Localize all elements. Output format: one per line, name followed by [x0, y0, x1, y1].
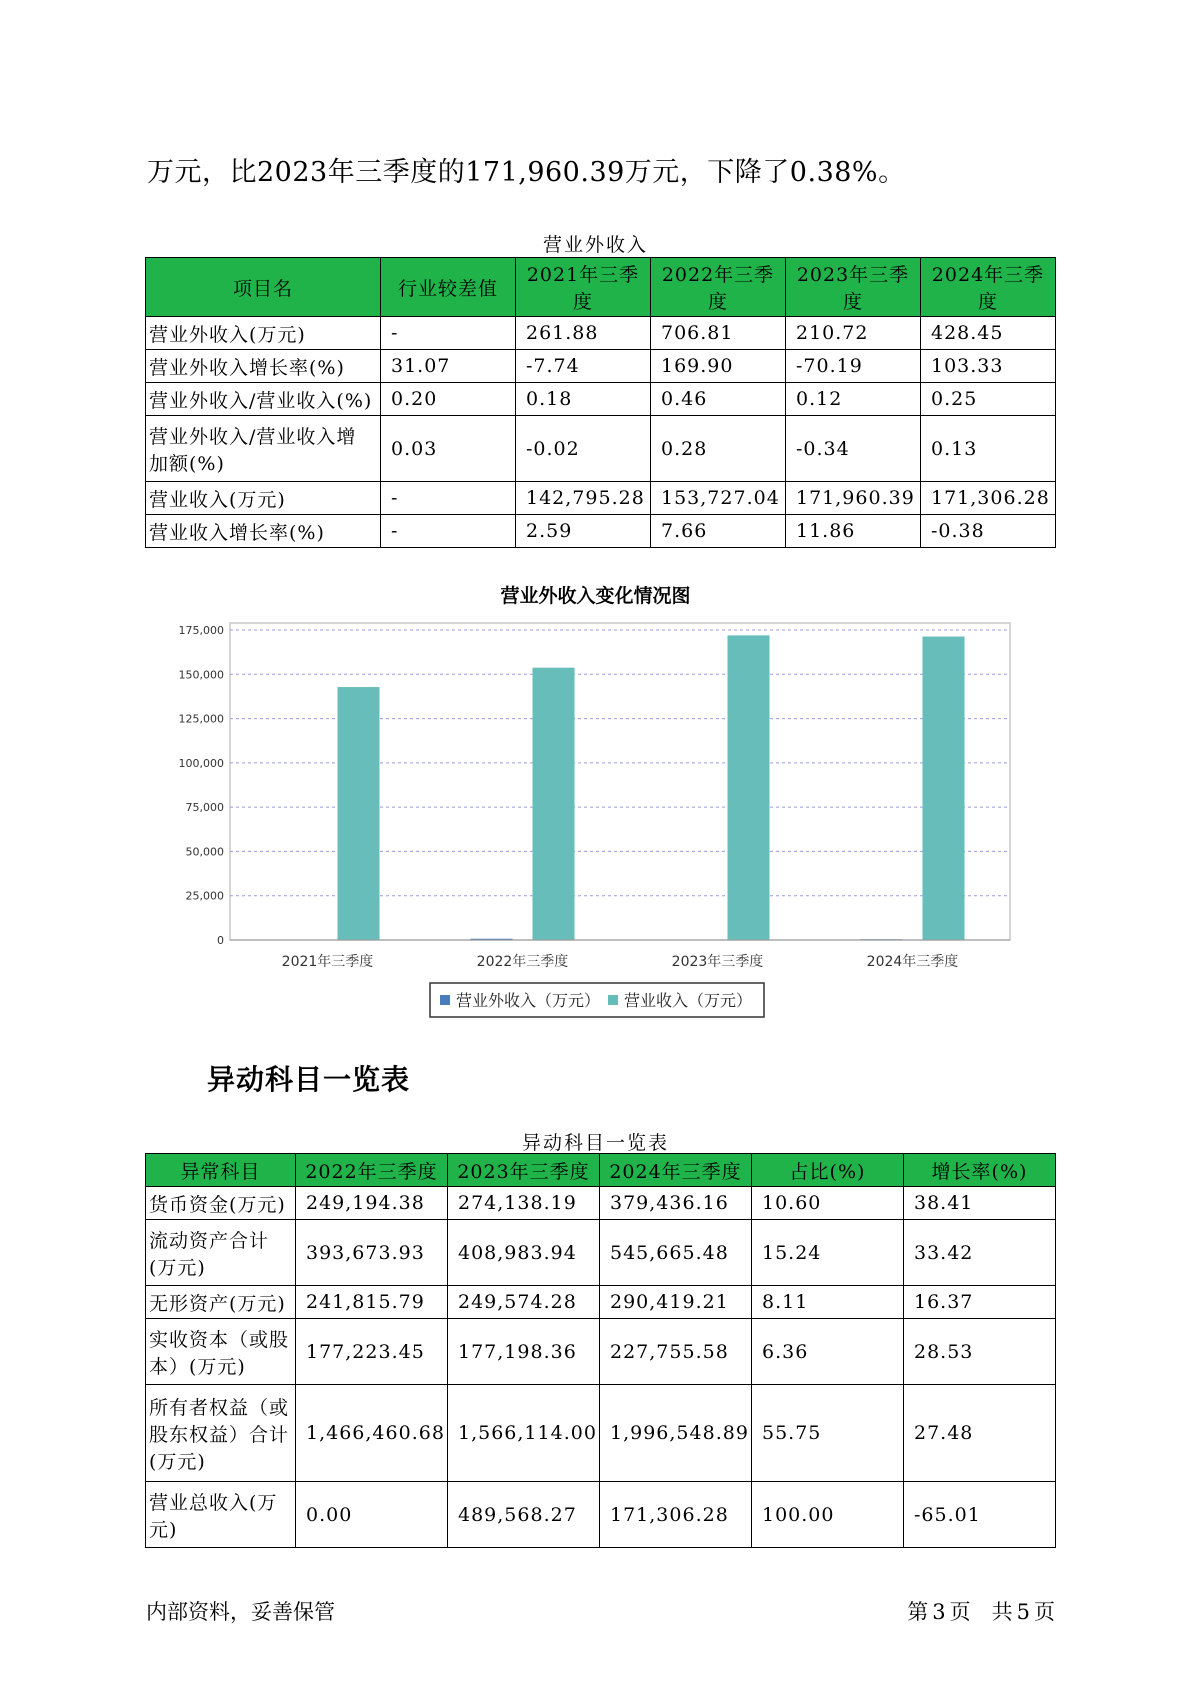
table-cell: 545,665.48 — [600, 1220, 752, 1286]
row-label: 营业外收入(万元) — [146, 317, 381, 350]
table-cell: 0.28 — [651, 416, 786, 482]
table-cell: 27.48 — [904, 1385, 1056, 1482]
row-label: 营业收入增长率(%) — [146, 515, 381, 548]
header-cell: 行业较差值 — [381, 258, 516, 317]
table-cell: 153,727.04 — [651, 482, 786, 515]
table-row — [146, 1187, 1056, 1220]
x-tick-label: 2022年三季度 — [476, 954, 569, 970]
table-cell: 393,673.93 — [296, 1220, 448, 1286]
header-cell: 占比(%) — [752, 1154, 904, 1187]
table-cell: 177,223.45 — [296, 1319, 448, 1385]
row-label: 货币资金(万元) — [146, 1187, 296, 1220]
y-tick-label: 175,000 — [178, 624, 224, 637]
table-row — [146, 1482, 1056, 1548]
legend-swatch — [608, 995, 618, 1005]
table-cell: 100.00 — [752, 1482, 904, 1548]
y-tick-label: 0 — [217, 934, 224, 947]
table-cell: 11.86 — [786, 515, 921, 548]
page-indicator — [903, 1596, 1055, 1626]
table-row — [146, 416, 1056, 482]
table-cell: - — [381, 317, 516, 350]
y-tick-label: 50,000 — [185, 845, 224, 859]
x-tick-label: 2021年三季度 — [281, 954, 374, 970]
row-label: 营业总收入(万元) — [146, 1482, 296, 1548]
table-cell: 428.45 — [921, 317, 1056, 350]
table-cell: 10.60 — [752, 1187, 904, 1220]
page-mid: 页 共 — [949, 1600, 1013, 1624]
bar-operating-revenue — [728, 635, 770, 940]
header-cell: 2024年三季度 — [600, 1154, 752, 1187]
table-cell: 38.41 — [904, 1187, 1056, 1220]
table-cell: 1,466,460.68 — [296, 1385, 448, 1482]
row-label: 无形资产(万元) — [146, 1286, 296, 1319]
table1-caption: 营业外收入 — [542, 234, 648, 256]
legend-swatch — [440, 995, 450, 1005]
header-cell: 2023年三季度 — [786, 258, 921, 317]
table-cell: 0.00 — [296, 1482, 448, 1548]
header-cell: 增长率(%) — [904, 1154, 1056, 1187]
table-cell: 171,306.28 — [921, 482, 1056, 515]
table-cell: 274,138.19 — [448, 1187, 600, 1220]
table-cell: 261.88 — [516, 317, 651, 350]
table-cell: 0.25 — [921, 383, 1056, 416]
anomaly-accounts-table — [145, 1153, 1056, 1548]
table-cell: 142,795.28 — [516, 482, 651, 515]
table-cell: 0.20 — [381, 383, 516, 416]
table-cell: - — [381, 482, 516, 515]
table-cell: 0.13 — [921, 416, 1056, 482]
table-cell: 171,306.28 — [600, 1482, 752, 1548]
row-label: 营业外收入增长率(%) — [146, 350, 381, 383]
x-tick-label: 2023年三季度 — [671, 954, 764, 970]
table-cell: -70.19 — [786, 350, 921, 383]
row-label: 流动资产合计(万元) — [146, 1220, 296, 1286]
table-row — [146, 317, 1056, 350]
table-cell: -0.34 — [786, 416, 921, 482]
y-tick-label: 25,000 — [185, 889, 224, 903]
table-row — [146, 1319, 1056, 1385]
table-cell: 489,568.27 — [448, 1482, 600, 1548]
table-cell: 227,755.58 — [600, 1319, 752, 1385]
table-row — [146, 1286, 1056, 1319]
table-cell: - — [381, 515, 516, 548]
table-cell: 1,996,548.89 — [600, 1385, 752, 1482]
header-cell: 项目名 — [146, 258, 381, 317]
header-cell: 异常科目 — [146, 1154, 296, 1187]
table-row — [146, 1385, 1056, 1482]
non-operating-income-table — [145, 257, 1056, 548]
footer-note: 内部资料，妥善保管 — [146, 1600, 335, 1624]
row-label: 所有者权益（或股东权益）合计(万元) — [146, 1385, 296, 1482]
legend-label: 营业外收入（万元） — [456, 991, 601, 1010]
table-row — [146, 515, 1056, 548]
header-cell: 2024年三季度 — [921, 258, 1056, 317]
bar-operating-revenue — [533, 668, 575, 940]
y-tick-label: 75,000 — [185, 801, 224, 815]
table-header-row — [146, 258, 1056, 317]
table-cell: 290,419.21 — [600, 1286, 752, 1319]
y-tick-label: 125,000 — [178, 712, 224, 726]
table-cell: 8.11 — [752, 1286, 904, 1319]
table-cell: 6.36 — [752, 1319, 904, 1385]
table-cell: 33.42 — [904, 1220, 1056, 1286]
header-cell: 2023年三季度 — [448, 1154, 600, 1187]
intro-line: 万元，比2023年三季度的171,960.39万元，下降了0.38%。 — [147, 157, 906, 188]
table-cell: 28.53 — [904, 1319, 1056, 1385]
table-row — [146, 1220, 1056, 1286]
table-cell: 171,960.39 — [786, 482, 921, 515]
table-cell: 0.12 — [786, 383, 921, 416]
table-header-row — [146, 1154, 1056, 1187]
row-label: 营业收入(万元) — [146, 482, 381, 515]
table-cell: 16.37 — [904, 1286, 1056, 1319]
table-cell: 210.72 — [786, 317, 921, 350]
section-title: 异动科目一览表 — [207, 1063, 411, 1096]
table-cell: 249,574.28 — [448, 1286, 600, 1319]
page-suffix: 页 — [1034, 1600, 1055, 1624]
page-current: 3 — [932, 1600, 946, 1624]
table-cell: 169.90 — [651, 350, 786, 383]
bar-operating-revenue — [923, 637, 965, 940]
table-cell: 55.75 — [752, 1385, 904, 1482]
table-cell: 0.46 — [651, 383, 786, 416]
x-tick-label: 2024年三季度 — [866, 954, 959, 970]
table-cell: -0.38 — [921, 515, 1056, 548]
table-cell: 706.81 — [651, 317, 786, 350]
header-cell: 2022年三季度 — [651, 258, 786, 317]
table-cell: 241,815.79 — [296, 1286, 448, 1319]
row-label: 营业外收入/营业收入(%) — [146, 383, 381, 416]
table-cell: 1,566,114.00 — [448, 1385, 600, 1482]
table-cell: 7.66 — [651, 515, 786, 548]
table-cell: -65.01 — [904, 1482, 1056, 1548]
table-cell: 0.18 — [516, 383, 651, 416]
table-cell: 2.59 — [516, 515, 651, 548]
legend-label: 营业收入（万元） — [624, 991, 753, 1010]
bar-chart — [150, 610, 1030, 1030]
y-tick-label: 150,000 — [178, 668, 224, 682]
chart-title: 营业外收入变化情况图 — [500, 585, 691, 607]
table-cell: -0.02 — [516, 416, 651, 482]
table-cell: 31.07 — [381, 350, 516, 383]
table-row — [146, 350, 1056, 383]
table-cell: 0.03 — [381, 416, 516, 482]
header-cell: 2021年三季度 — [516, 258, 651, 317]
table-row — [146, 482, 1056, 515]
table-cell: 177,198.36 — [448, 1319, 600, 1385]
table-cell: -7.74 — [516, 350, 651, 383]
table-cell: 249,194.38 — [296, 1187, 448, 1220]
row-label: 实收资本（或股本）(万元) — [146, 1319, 296, 1385]
table2-caption: 异动科目一览表 — [521, 1132, 669, 1154]
table-cell: 15.24 — [752, 1220, 904, 1286]
y-tick-label: 100,000 — [178, 756, 224, 770]
table-row — [146, 383, 1056, 416]
bar-operating-revenue — [338, 687, 380, 940]
header-cell: 2022年三季度 — [296, 1154, 448, 1187]
page-total: 5 — [1016, 1600, 1030, 1624]
row-label: 营业外收入/营业收入增加额(%) — [146, 416, 381, 482]
page-prefix: 第 — [907, 1600, 929, 1624]
table-cell: 379,436.16 — [600, 1187, 752, 1220]
table-cell: 103.33 — [921, 350, 1056, 383]
table-cell: 408,983.94 — [448, 1220, 600, 1286]
